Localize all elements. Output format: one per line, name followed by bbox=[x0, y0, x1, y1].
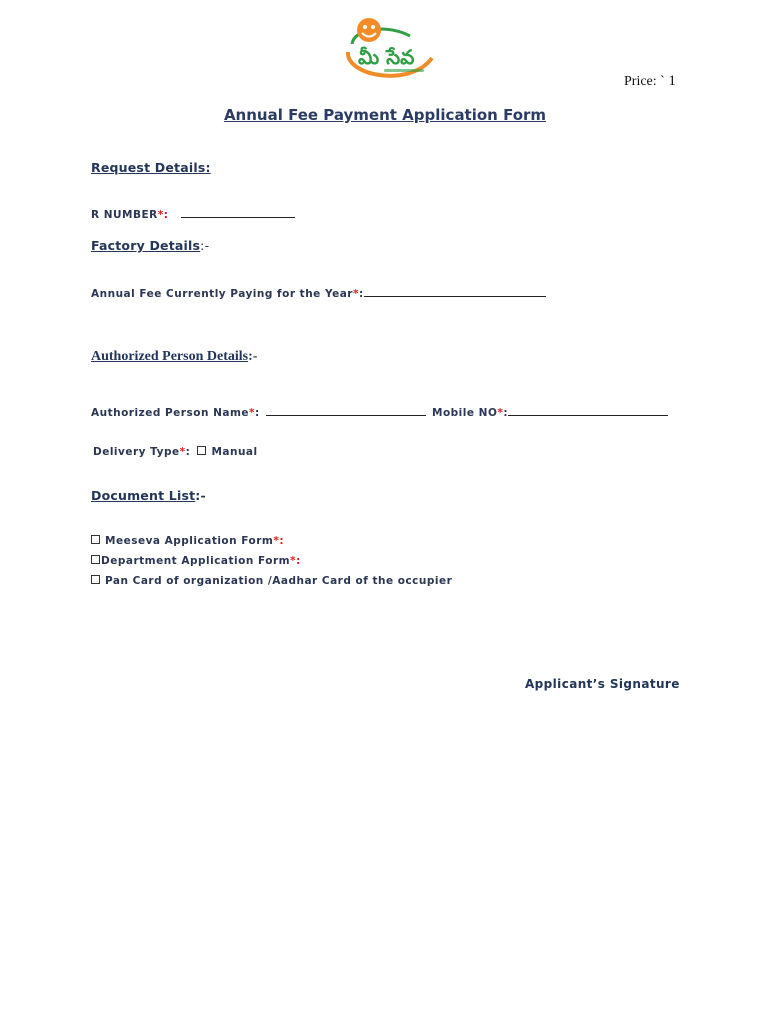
delivery-option-manual: Manual bbox=[211, 446, 258, 458]
colon: : bbox=[503, 407, 509, 419]
required-mark: * bbox=[249, 407, 256, 419]
r-number-input-line[interactable] bbox=[181, 206, 295, 218]
document-item bbox=[91, 575, 452, 587]
mobile-no-label: Mobile NO bbox=[432, 407, 498, 419]
authorized-person-heading bbox=[91, 349, 257, 365]
form-title: Annual Fee Payment Application Form bbox=[223, 106, 547, 124]
manual-checkbox[interactable] bbox=[197, 446, 206, 455]
required-mark: * bbox=[157, 209, 164, 221]
colon: : bbox=[279, 535, 285, 547]
annual-fee-label: Annual Fee Currently Paying for the Year bbox=[91, 288, 353, 300]
factory-details-heading bbox=[91, 238, 209, 253]
document-item bbox=[91, 535, 284, 547]
document-item-label: Department Application Form bbox=[101, 555, 291, 567]
colon: : bbox=[296, 555, 301, 567]
price-label bbox=[624, 73, 676, 90]
colon: : bbox=[163, 209, 169, 221]
document-checkbox[interactable] bbox=[91, 575, 100, 584]
delivery-type-field bbox=[93, 446, 258, 458]
r-number-label: R NUMBER bbox=[91, 209, 158, 221]
document-list-heading bbox=[91, 488, 206, 503]
authorized-person-name-field bbox=[91, 404, 426, 419]
annual-fee-field bbox=[91, 285, 546, 300]
colon: : bbox=[185, 446, 191, 458]
colon: : bbox=[255, 407, 260, 419]
price-text: Price: ` bbox=[624, 74, 665, 89]
delivery-type-label: Delivery Type bbox=[93, 446, 180, 458]
meeseva-logo-icon bbox=[340, 14, 438, 88]
document-checkbox[interactable] bbox=[91, 555, 100, 564]
request-details-heading-text: Request Details: bbox=[91, 160, 211, 175]
annual-fee-input-line[interactable] bbox=[364, 285, 546, 297]
mobile-no-input-line[interactable] bbox=[508, 404, 668, 416]
required-mark: * bbox=[290, 555, 297, 567]
authorized-person-name-label: Authorized Person Name bbox=[91, 407, 250, 419]
authorized-person-name-input-line[interactable] bbox=[266, 404, 426, 416]
document-item bbox=[91, 555, 301, 567]
required-mark: * bbox=[352, 288, 359, 300]
request-details-heading bbox=[91, 160, 211, 175]
factory-details-heading-text: Factory Details bbox=[91, 238, 201, 253]
mobile-no-field bbox=[432, 404, 668, 419]
applicant-signature-label: Applicant’s Signature bbox=[525, 677, 680, 691]
document-list-heading-text: Document List bbox=[91, 488, 196, 503]
meeseva-logo bbox=[340, 14, 438, 88]
svg-text:మీ సేవ: మీ సేవ bbox=[358, 45, 415, 69]
price-value: 1 bbox=[668, 73, 676, 89]
required-mark: * bbox=[179, 446, 186, 458]
colon: : bbox=[358, 288, 364, 300]
document-item-label: Pan Card of organization /Aadhar Card of the occupier bbox=[105, 575, 453, 587]
required-mark: * bbox=[497, 407, 504, 419]
authorized-person-suffix: :- bbox=[248, 349, 258, 364]
r-number-field bbox=[91, 206, 295, 221]
authorized-person-heading-text: Authorized Person Details bbox=[91, 349, 249, 364]
document-item-label: Meeseva Application Form bbox=[105, 535, 274, 547]
document-checkbox[interactable] bbox=[91, 535, 100, 544]
document-list-suffix: :- bbox=[195, 488, 206, 503]
factory-details-suffix: :- bbox=[200, 238, 210, 253]
required-mark: * bbox=[273, 535, 280, 547]
